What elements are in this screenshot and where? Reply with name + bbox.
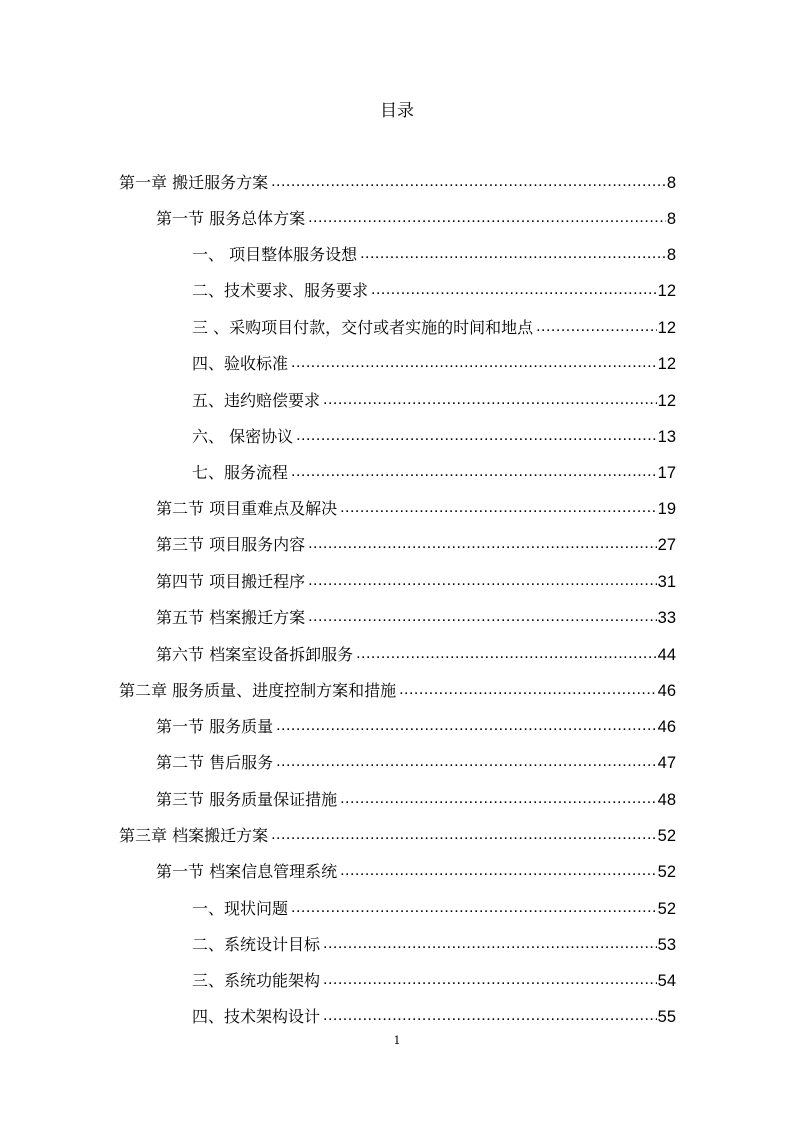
toc-entry-page: 46 (657, 718, 676, 736)
dot-leader (276, 752, 657, 772)
dot-leader (296, 426, 657, 446)
toc-entry-page: 19 (657, 500, 676, 518)
toc-entry-label: 第五节 档案搬迁方案 (156, 608, 306, 627)
toc-entry-page: 44 (657, 646, 676, 664)
toc-entry[interactable] (119, 816, 676, 846)
toc-entry-page: 8 (666, 174, 676, 192)
toc-entry[interactable] (192, 453, 676, 483)
dot-leader (271, 172, 666, 192)
toc-entry-page: 33 (657, 609, 676, 627)
toc-entry[interactable] (192, 235, 676, 265)
toc-entry-label: 一、现状问题 (192, 899, 289, 918)
toc-entry-page: 8 (666, 246, 676, 264)
toc-entry-label: 第二节 项目重难点及解决 (156, 499, 338, 518)
toc-entry-label: 三 、采购项目付款，交付或者实施的时间和地点 (192, 318, 534, 337)
dot-leader (308, 571, 657, 591)
page-number: 1 (393, 1034, 401, 1047)
toc-entry[interactable] (192, 381, 676, 411)
toc-entry-label: 第二章 服务质量、进度控制方案和措施 (119, 681, 397, 700)
dot-leader (271, 825, 657, 845)
toc-entry-label: 四、技术架构设计 (192, 1007, 321, 1026)
toc-entry[interactable] (156, 598, 676, 628)
dot-leader (276, 716, 657, 736)
toc-entry-label: 三、系统功能架构 (192, 971, 321, 990)
toc-entry-page: 17 (657, 464, 676, 482)
toc-entry[interactable] (156, 199, 676, 229)
dot-leader (308, 534, 657, 554)
toc-entry-label: 六、 保密协议 (192, 427, 294, 446)
toc-entry-label: 第三节 项目服务内容 (156, 535, 306, 554)
toc-entry[interactable] (192, 997, 676, 1027)
toc-entry-label: 第六节 档案室设备拆卸服务 (156, 645, 354, 664)
toc-entry[interactable] (192, 961, 676, 991)
toc-entry-page: 12 (657, 355, 676, 373)
toc-entry-page: 53 (657, 936, 676, 954)
dot-leader (323, 970, 657, 990)
toc-entry-page: 52 (657, 863, 676, 881)
toc-entry[interactable] (119, 163, 676, 193)
dot-leader (371, 280, 657, 300)
dot-leader (340, 861, 657, 881)
toc-entry-page: 12 (657, 392, 676, 410)
toc-entry-page: 12 (657, 319, 676, 337)
toc-entry[interactable] (192, 925, 676, 955)
dot-leader (536, 317, 657, 337)
dot-leader (323, 390, 657, 410)
dot-leader (399, 680, 657, 700)
toc-entry-label: 一、 项目整体服务设想 (192, 245, 358, 264)
toc-entry[interactable] (192, 344, 676, 374)
toc-entry-label: 第一节 服务总体方案 (156, 209, 306, 228)
toc-entry[interactable] (156, 707, 676, 737)
toc-entry-label: 五、违约赔偿要求 (192, 391, 321, 410)
toc-entry-label: 二、系统设计目标 (192, 935, 321, 954)
toc-entry-label: 四、验收标准 (192, 354, 289, 373)
toc-entry[interactable] (156, 525, 676, 555)
toc-entry[interactable] (119, 671, 676, 701)
dot-leader (360, 244, 666, 264)
toc-entry-label: 第一章 搬迁服务方案 (119, 173, 269, 192)
toc-entry-label: 第四节 项目搬迁程序 (156, 572, 306, 591)
dot-leader (340, 789, 657, 809)
dot-leader (340, 498, 657, 518)
toc-entry[interactable] (156, 852, 676, 882)
toc-entry-label: 第二节 售后服务 (156, 753, 274, 772)
dot-leader (291, 353, 657, 373)
toc-entry-page: 52 (657, 900, 676, 918)
toc-entry-label: 二、技术要求、服务要求 (192, 281, 369, 300)
dot-leader (323, 934, 657, 954)
toc-entry[interactable] (192, 889, 676, 919)
toc-entry-page: 8 (666, 210, 676, 228)
toc-entry-label: 七、服务流程 (192, 463, 289, 482)
toc-entry-page: 27 (657, 536, 676, 554)
toc-title: 目录 (380, 101, 414, 121)
toc-entry-page: 46 (657, 682, 676, 700)
toc-entry-page: 52 (657, 827, 676, 845)
toc-entry-page: 55 (657, 1008, 676, 1026)
toc-entry[interactable] (156, 635, 676, 665)
toc-entry-page: 13 (657, 428, 676, 446)
toc-entry-page: 47 (657, 754, 676, 772)
dot-leader (308, 208, 666, 228)
toc-entry-label: 第三节 服务质量保证措施 (156, 790, 338, 809)
toc-entry[interactable] (192, 271, 676, 301)
toc-entry[interactable] (192, 308, 676, 338)
dot-leader (323, 1006, 657, 1026)
toc-entry-page: 12 (657, 282, 676, 300)
dot-leader (356, 644, 657, 664)
toc-entry[interactable] (156, 780, 676, 810)
toc-entry[interactable] (192, 417, 676, 447)
toc-entry-label: 第一节 服务质量 (156, 717, 274, 736)
dot-leader (308, 607, 657, 627)
toc-entry[interactable] (156, 743, 676, 773)
toc-entry-page: 31 (657, 573, 676, 591)
dot-leader (291, 462, 657, 482)
toc-entry[interactable] (156, 562, 676, 592)
toc-entry[interactable] (156, 489, 676, 519)
toc-entry-label: 第一节 档案信息管理系统 (156, 862, 338, 881)
toc-entry-label: 第三章 档案搬迁方案 (119, 826, 269, 845)
toc-entry-page: 48 (657, 791, 676, 809)
dot-leader (291, 898, 657, 918)
toc-entry-page: 54 (657, 972, 676, 990)
